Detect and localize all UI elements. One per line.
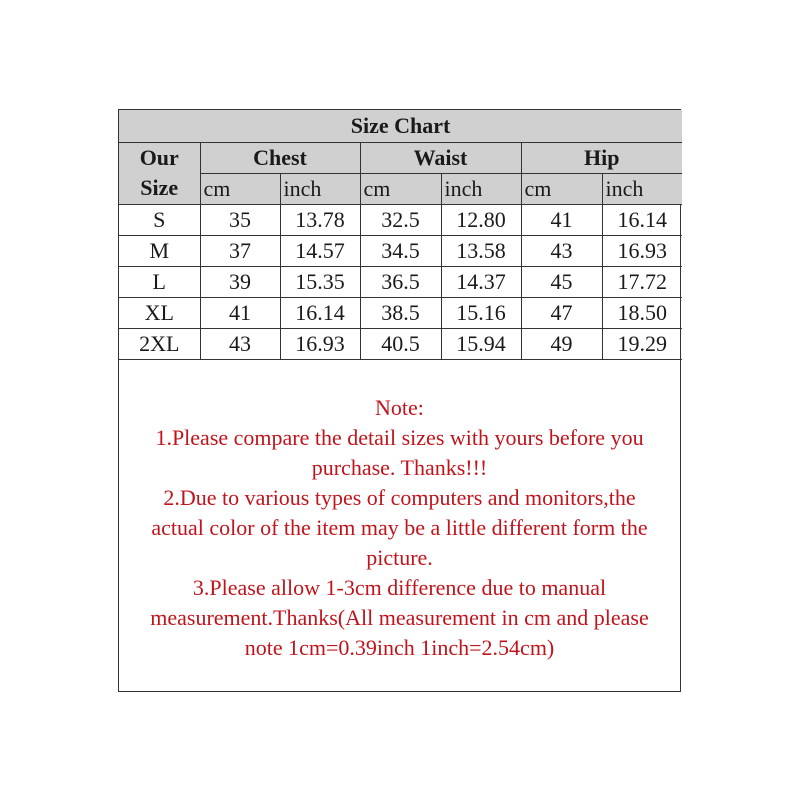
chest-cm-cell: 37 (200, 235, 280, 266)
size-chart (118, 109, 681, 692)
hip-inch-cell: 16.14 (602, 204, 682, 235)
waist-cm-cell: 40.5 (360, 328, 441, 359)
size-cell: M (119, 235, 200, 266)
table-row (119, 328, 682, 359)
size-table (119, 110, 682, 360)
hip-cm-cell: 47 (521, 297, 602, 328)
table-row (119, 204, 682, 235)
chest-cm-cell: 39 (200, 266, 280, 297)
chest-inch-cell: 16.93 (280, 328, 360, 359)
note-line: measurement.Thanks(All measurement in cm and please (150, 604, 649, 630)
hip-inch-header: inch (602, 173, 682, 204)
note-line: 1.Please compare the detail sizes with yours before you (155, 424, 644, 450)
waist-inch-cell: 13.58 (441, 235, 521, 266)
hip-header: Hip (521, 142, 682, 173)
unit-header-row (119, 173, 682, 204)
size-cell: S (119, 204, 200, 235)
waist-cm-cell: 38.5 (360, 297, 441, 328)
hip-inch-cell: 17.72 (602, 266, 682, 297)
chest-cm-cell: 43 (200, 328, 280, 359)
hip-inch-cell: 19.29 (602, 328, 682, 359)
note-section (119, 360, 680, 663)
waist-cm-cell: 34.5 (360, 235, 441, 266)
chest-cm-cell: 41 (200, 297, 280, 328)
waist-inch-cell: 15.94 (441, 328, 521, 359)
chart-title: Size Chart (119, 110, 682, 142)
our-size-header (119, 142, 200, 204)
chest-inch-header: inch (280, 173, 360, 204)
title-row (119, 110, 682, 142)
our-size-line-2: Size (140, 175, 179, 200)
hip-cm-cell: 41 (521, 204, 602, 235)
hip-cm-header: cm (521, 173, 602, 204)
chest-inch-cell: 13.78 (280, 204, 360, 235)
waist-cm-cell: 36.5 (360, 266, 441, 297)
waist-inch-cell: 12.80 (441, 204, 521, 235)
our-size-line-1: Our (139, 145, 179, 170)
hip-inch-cell: 16.93 (602, 235, 682, 266)
note-heading: Note: (375, 394, 424, 420)
note-line: actual color of the item may be a little different form the (151, 514, 648, 540)
waist-inch-cell: 14.37 (441, 266, 521, 297)
waist-inch-header: inch (441, 173, 521, 204)
waist-cm-cell: 32.5 (360, 204, 441, 235)
size-cell: 2XL (119, 328, 200, 359)
note-line: 3.Please allow 1-3cm difference due to manual (192, 574, 607, 600)
chest-inch-cell: 14.57 (280, 235, 360, 266)
table-row (119, 266, 682, 297)
size-cell: XL (119, 297, 200, 328)
chest-cm-cell: 35 (200, 204, 280, 235)
table-row (119, 297, 682, 328)
note-line: note 1cm=0.39inch 1inch=2.54cm) (244, 634, 555, 660)
hip-cm-cell: 45 (521, 266, 602, 297)
note-line: picture. (366, 544, 433, 570)
hip-cm-cell: 49 (521, 328, 602, 359)
waist-inch-cell: 15.16 (441, 297, 521, 328)
table-row (119, 235, 682, 266)
note-line: purchase. Thanks!!! (311, 454, 488, 480)
chest-cm-header: cm (200, 173, 280, 204)
waist-header: Waist (360, 142, 521, 173)
chest-header: Chest (200, 142, 360, 173)
hip-cm-cell: 43 (521, 235, 602, 266)
size-cell: L (119, 266, 200, 297)
note-line: 2.Due to various types of computers and monitors,the (163, 484, 636, 510)
waist-cm-header: cm (360, 173, 441, 204)
group-header-row (119, 142, 682, 173)
hip-inch-cell: 18.50 (602, 297, 682, 328)
chest-inch-cell: 16.14 (280, 297, 360, 328)
chest-inch-cell: 15.35 (280, 266, 360, 297)
